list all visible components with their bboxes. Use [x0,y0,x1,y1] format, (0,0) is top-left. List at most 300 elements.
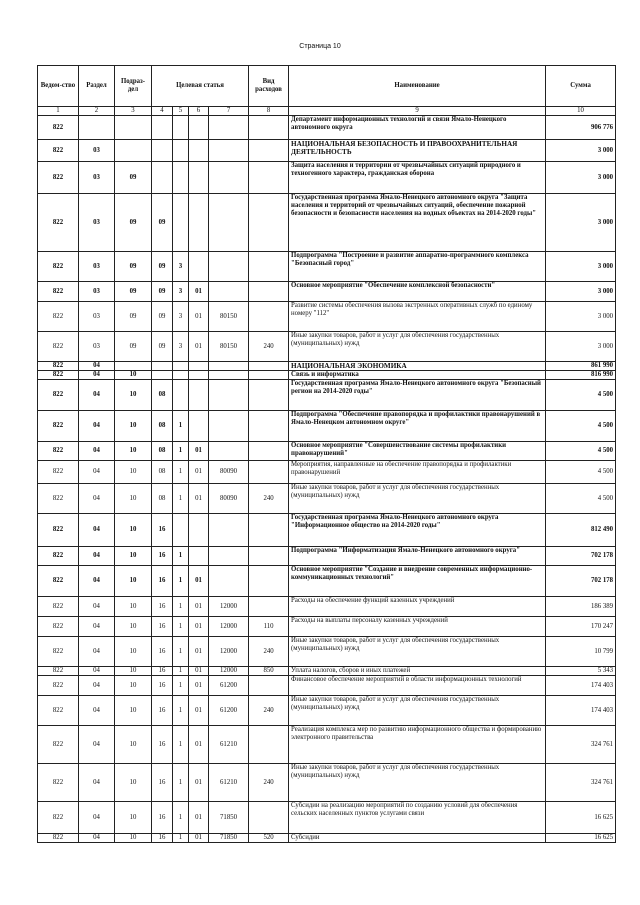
cell-target-activity [189,194,209,252]
cell-name: Субсидии [289,834,546,843]
cell-expense-type [249,726,289,764]
cell-name: Основное мероприятие "Создание и внедрение современных информационно-коммуникационных технологий" [289,566,546,597]
table-row [38,726,616,764]
col-header-vedomstvo: Ведом-ство [38,66,79,107]
cell-vedomstvo: 822 [38,140,79,162]
cell-target-subprogram [173,162,189,194]
cell-target-activity: 01 [189,667,209,676]
cell-target-activity [189,411,209,442]
cell-sum: 906 776 [546,116,616,140]
cell-razdel: 04 [79,676,115,696]
cell-sum: 3 000 [546,140,616,162]
table-row [38,162,616,194]
cell-target-direction [209,411,249,442]
cell-target-program: 16 [152,566,173,597]
cell-sum: 324 761 [546,764,616,802]
cell-vedomstvo: 822 [38,116,79,140]
cell-target-activity: 01 [189,484,209,514]
cell-name: Иные закупки товаров, работ и услуг для обеспечения государственных (муниципальных) нужд [289,696,546,726]
col-number: 9 [289,107,546,116]
cell-target-subprogram: 3 [173,282,189,302]
cell-target-program: 16 [152,617,173,637]
cell-sum: 3 000 [546,282,616,302]
cell-target-subprogram [173,362,189,371]
col-header-sum: Сумма [546,66,616,107]
cell-name: Подпрограмма "Информатизация Ямало-Ненецкого автономного округа" [289,547,546,566]
cell-razdel: 04 [79,484,115,514]
cell-target-subprogram: 1 [173,834,189,843]
cell-target-activity [189,380,209,411]
cell-sum: 702 178 [546,566,616,597]
cell-name: Иные закупки товаров, работ и услуг для обеспечения государственных (муниципальных) нужд [289,764,546,802]
cell-target-program: 16 [152,514,173,547]
table-row [38,676,616,696]
cell-razdel: 04 [79,696,115,726]
cell-name: Департамент информационных технологий и связи Ямало-Ненецкого автономного округа [289,116,546,140]
cell-podrazdel: 10 [115,617,152,637]
cell-vedomstvo: 822 [38,411,79,442]
cell-sum: 4 500 [546,484,616,514]
cell-podrazdel: 10 [115,442,152,461]
cell-name: Подпрограмма "Обеспечение правопорядка и профилактики правонарушений в Ямало-Ненецком автономном округе" [289,411,546,442]
cell-sum: 3 000 [546,302,616,332]
cell-sum: 3 000 [546,332,616,362]
col-number: 7 [209,107,249,116]
cell-sum: 4 500 [546,380,616,411]
cell-target-activity [189,371,209,380]
cell-podrazdel: 10 [115,411,152,442]
cell-target-subprogram: 1 [173,667,189,676]
cell-expense-type: 520 [249,834,289,843]
cell-vedomstvo: 822 [38,514,79,547]
col-number: 6 [189,107,209,116]
cell-target-subprogram: 1 [173,461,189,484]
cell-podrazdel: 09 [115,302,152,332]
cell-sum: 5 343 [546,667,616,676]
cell-vedomstvo: 822 [38,834,79,843]
cell-name: Иные закупки товаров, работ и услуг для обеспечения государственных (муниципальных) нужд [289,637,546,667]
cell-vedomstvo: 822 [38,362,79,371]
cell-expense-type: 240 [249,637,289,667]
cell-target-direction: 80090 [209,461,249,484]
cell-vedomstvo: 822 [38,566,79,597]
cell-target-program [152,116,173,140]
table-row [38,302,616,332]
cell-name: Расходы на обеспечение функций казенных учреждений [289,597,546,617]
cell-target-program [152,162,173,194]
cell-podrazdel: 10 [115,696,152,726]
cell-podrazdel: 09 [115,332,152,362]
cell-target-program: 16 [152,597,173,617]
cell-expense-type [249,411,289,442]
cell-target-program: 16 [152,764,173,802]
cell-target-subprogram: 3 [173,332,189,362]
cell-podrazdel: 10 [115,637,152,667]
cell-expense-type [249,514,289,547]
table-row [38,461,616,484]
cell-podrazdel: 10 [115,484,152,514]
cell-target-direction [209,566,249,597]
cell-vedomstvo: 822 [38,617,79,637]
table-row [38,547,616,566]
cell-name: Иные закупки товаров, работ и услуг для обеспечения государственных (муниципальных) нужд [289,332,546,362]
cell-target-program: 08 [152,484,173,514]
cell-vedomstvo: 822 [38,302,79,332]
cell-name: Иные закупки товаров, работ и услуг для обеспечения государственных (муниципальных) нужд [289,484,546,514]
table-row [38,252,616,282]
cell-name: Финансовое обеспечение мероприятий в области информационных технологий [289,676,546,696]
cell-vedomstvo: 822 [38,696,79,726]
table-body [38,116,616,843]
cell-sum: 174 403 [546,676,616,696]
cell-target-program: 16 [152,676,173,696]
cell-target-activity: 01 [189,442,209,461]
cell-name: Расходы на выплаты персоналу казенных учреждений [289,617,546,637]
col-number: 4 [152,107,173,116]
cell-razdel: 04 [79,566,115,597]
cell-name: НАЦИОНАЛЬНАЯ ЭКОНОМИКА [289,362,546,371]
budget-table [37,65,616,843]
cell-razdel: 04 [79,597,115,617]
cell-target-direction: 80150 [209,332,249,362]
cell-target-subprogram: 1 [173,484,189,514]
cell-target-program: 16 [152,637,173,667]
col-number: 5 [173,107,189,116]
cell-razdel: 04 [79,802,115,834]
cell-target-direction [209,514,249,547]
cell-podrazdel: 10 [115,514,152,547]
cell-target-activity: 01 [189,676,209,696]
cell-razdel: 04 [79,362,115,371]
cell-target-subprogram: 1 [173,617,189,637]
cell-podrazdel: 10 [115,547,152,566]
cell-target-activity: 01 [189,282,209,302]
cell-podrazdel: 10 [115,380,152,411]
cell-vedomstvo: 822 [38,371,79,380]
cell-expense-type [249,566,289,597]
cell-expense-type: 240 [249,332,289,362]
cell-razdel: 04 [79,637,115,667]
cell-target-activity [189,514,209,547]
cell-expense-type: 110 [249,617,289,637]
cell-podrazdel: 09 [115,252,152,282]
cell-target-direction: 80150 [209,302,249,332]
cell-name: Субсидии на реализацию мероприятий по созданию условий для обеспечения сельских населенных пунктов услугами связи [289,802,546,834]
cell-expense-type [249,380,289,411]
table-row [38,667,616,676]
cell-target-subprogram [173,371,189,380]
table-row [38,696,616,726]
cell-target-subprogram [173,194,189,252]
cell-target-activity: 01 [189,764,209,802]
cell-sum: 10 799 [546,637,616,667]
cell-podrazdel: 10 [115,676,152,696]
cell-target-direction: 12000 [209,617,249,637]
cell-vedomstvo: 822 [38,764,79,802]
cell-podrazdel: 10 [115,371,152,380]
cell-target-subprogram: 1 [173,676,189,696]
cell-target-direction [209,252,249,282]
cell-sum: 4 500 [546,411,616,442]
cell-sum: 816 990 [546,371,616,380]
cell-razdel: 03 [79,162,115,194]
cell-target-direction: 12000 [209,667,249,676]
cell-target-direction: 71850 [209,834,249,843]
cell-target-direction: 61200 [209,676,249,696]
cell-target-activity: 01 [189,461,209,484]
cell-razdel: 03 [79,332,115,362]
cell-target-subprogram: 1 [173,764,189,802]
cell-target-activity: 01 [189,696,209,726]
cell-target-program: 16 [152,726,173,764]
header-row [38,66,616,107]
cell-name: Мероприятия, направленные на обеспечение правопорядка и профилактики правонарушений [289,461,546,484]
table-row [38,380,616,411]
cell-target-program: 09 [152,194,173,252]
cell-target-program: 08 [152,442,173,461]
cell-target-subprogram: 1 [173,802,189,834]
cell-name: Государственная программа Ямало-Ненецкого автономного округа "Безопасный регион на 2014-2020 годы" [289,380,546,411]
table-row [38,116,616,140]
cell-razdel: 04 [79,514,115,547]
cell-vedomstvo: 822 [38,484,79,514]
table-row [38,140,616,162]
cell-vedomstvo: 822 [38,332,79,362]
cell-razdel: 03 [79,194,115,252]
cell-target-direction [209,442,249,461]
cell-podrazdel: 10 [115,802,152,834]
cell-name: Развитие системы обеспечения вызова экстренных оперативных служб по единому номеру "112" [289,302,546,332]
cell-target-direction [209,547,249,566]
cell-target-activity: 01 [189,834,209,843]
cell-target-direction [209,140,249,162]
cell-podrazdel: 09 [115,194,152,252]
cell-target-direction [209,282,249,302]
page-number-label: Страница 10 [299,43,341,50]
cell-target-subprogram [173,514,189,547]
col-header-name: Наименование [289,66,546,107]
cell-razdel: 04 [79,726,115,764]
cell-vedomstvo: 822 [38,676,79,696]
table-row [38,637,616,667]
table-row [38,442,616,461]
cell-target-subprogram: 3 [173,302,189,332]
cell-target-subprogram: 3 [173,252,189,282]
cell-vedomstvo: 822 [38,282,79,302]
cell-target-direction [209,362,249,371]
col-number: 1 [38,107,79,116]
cell-expense-type [249,362,289,371]
cell-target-program: 08 [152,461,173,484]
cell-podrazdel: 10 [115,667,152,676]
cell-target-subprogram: 1 [173,566,189,597]
table-row [38,484,616,514]
cell-expense-type [249,802,289,834]
cell-name: Защита населения и территории от чрезвычайных ситуаций природного и техногенного характера, гражданская оборона [289,162,546,194]
cell-podrazdel: 10 [115,834,152,843]
table-row [38,597,616,617]
cell-name: Подпрограмма "Построение и развитие аппаратно-программного комплекса "Безопасный город" [289,252,546,282]
cell-sum: 174 403 [546,696,616,726]
col-number: 8 [249,107,289,116]
cell-expense-type: 240 [249,484,289,514]
cell-name: Основное мероприятие "Обеспечение комплексной безопасности" [289,282,546,302]
col-number: 3 [115,107,152,116]
cell-razdel: 04 [79,380,115,411]
cell-expense-type [249,547,289,566]
cell-target-direction [209,371,249,380]
col-number: 2 [79,107,115,116]
cell-sum: 16 625 [546,802,616,834]
cell-podrazdel [115,140,152,162]
table-row [38,834,616,843]
cell-razdel: 04 [79,411,115,442]
cell-name: Основное мероприятие "Совершенствование системы профилактики правонарушений" [289,442,546,461]
cell-vedomstvo: 822 [38,597,79,617]
cell-name: Реализация комплекса мер по развитию информационного общества и формированию электронного правительства [289,726,546,764]
cell-podrazdel: 09 [115,162,152,194]
cell-name: Уплата налогов, сборов и иных платежей [289,667,546,676]
cell-target-subprogram: 1 [173,597,189,617]
table-row [38,566,616,597]
cell-razdel: 03 [79,252,115,282]
cell-target-program: 09 [152,282,173,302]
cell-sum: 702 178 [546,547,616,566]
table-row [38,194,616,252]
cell-target-activity: 01 [189,332,209,362]
cell-podrazdel [115,116,152,140]
cell-podrazdel [115,362,152,371]
cell-target-subprogram [173,140,189,162]
cell-target-subprogram: 1 [173,637,189,667]
cell-sum: 3 000 [546,162,616,194]
cell-razdel: 04 [79,461,115,484]
cell-target-direction: 71850 [209,802,249,834]
cell-vedomstvo: 822 [38,380,79,411]
cell-target-activity: 01 [189,597,209,617]
cell-expense-type [249,676,289,696]
cell-expense-type [249,162,289,194]
col-number: 10 [546,107,616,116]
cell-target-direction [209,116,249,140]
cell-target-subprogram: 1 [173,696,189,726]
cell-target-activity [189,140,209,162]
cell-expense-type [249,302,289,332]
cell-target-subprogram: 1 [173,442,189,461]
cell-expense-type [249,282,289,302]
cell-vedomstvo: 822 [38,194,79,252]
cell-target-program: 16 [152,834,173,843]
cell-target-direction: 12000 [209,637,249,667]
cell-razdel: 04 [79,547,115,566]
cell-target-program [152,371,173,380]
cell-target-subprogram: 1 [173,547,189,566]
cell-expense-type [249,371,289,380]
cell-sum: 861 990 [546,362,616,371]
cell-razdel: 03 [79,282,115,302]
cell-expense-type [249,252,289,282]
cell-vedomstvo: 822 [38,162,79,194]
cell-vedomstvo: 822 [38,802,79,834]
cell-target-activity: 01 [189,637,209,667]
table-row [38,764,616,802]
table-row [38,371,616,380]
cell-vedomstvo: 822 [38,547,79,566]
cell-expense-type: 240 [249,696,289,726]
cell-target-program: 16 [152,667,173,676]
cell-name: НАЦИОНАЛЬНАЯ БЕЗОПАСНОСТЬ И ПРАВООХРАНИТЕЛЬНАЯ ДЕЯТЕЛЬНОСТЬ [289,140,546,162]
column-number-row [38,107,616,116]
cell-target-program: 16 [152,547,173,566]
cell-expense-type: 240 [249,764,289,802]
cell-podrazdel: 10 [115,597,152,617]
cell-target-activity: 01 [189,726,209,764]
cell-target-subprogram: 1 [173,726,189,764]
cell-razdel: 04 [79,834,115,843]
cell-target-program: 09 [152,252,173,282]
cell-target-activity: 01 [189,302,209,332]
cell-sum: 3 000 [546,194,616,252]
cell-razdel: 04 [79,764,115,802]
cell-vedomstvo: 822 [38,726,79,764]
cell-podrazdel: 10 [115,461,152,484]
cell-target-activity [189,547,209,566]
cell-razdel: 03 [79,302,115,332]
cell-expense-type [249,442,289,461]
cell-target-subprogram [173,380,189,411]
table-row [38,332,616,362]
cell-target-subprogram: 1 [173,411,189,442]
cell-target-program: 09 [152,332,173,362]
cell-expense-type: 850 [249,667,289,676]
cell-target-activity [189,116,209,140]
cell-sum: 170 247 [546,617,616,637]
cell-sum: 16 625 [546,834,616,843]
cell-razdel: 04 [79,667,115,676]
cell-vedomstvo: 822 [38,667,79,676]
cell-expense-type [249,194,289,252]
cell-target-activity [189,252,209,282]
cell-target-direction [209,380,249,411]
cell-sum: 812 490 [546,514,616,547]
cell-target-direction: 61210 [209,764,249,802]
cell-target-direction: 61210 [209,726,249,764]
cell-target-activity [189,362,209,371]
cell-target-program: 09 [152,302,173,332]
cell-vedomstvo: 822 [38,252,79,282]
cell-razdel: 04 [79,617,115,637]
cell-target-activity: 01 [189,617,209,637]
cell-vedomstvo: 822 [38,442,79,461]
cell-sum: 4 500 [546,442,616,461]
cell-podrazdel: 10 [115,726,152,764]
col-header-expense-type: Вид расходов [249,66,289,107]
cell-target-program: 08 [152,380,173,411]
cell-sum: 3 000 [546,252,616,282]
cell-podrazdel: 10 [115,566,152,597]
cell-target-direction [209,162,249,194]
cell-target-direction [209,194,249,252]
col-header-razdel: Раздел [79,66,115,107]
col-header-target-article: Целевая статья [152,66,249,107]
cell-name: Связь и информатика [289,371,546,380]
cell-vedomstvo: 822 [38,637,79,667]
cell-target-activity [189,162,209,194]
cell-razdel: 03 [79,140,115,162]
table-row [38,617,616,637]
cell-target-activity: 01 [189,566,209,597]
cell-target-direction: 12000 [209,597,249,617]
